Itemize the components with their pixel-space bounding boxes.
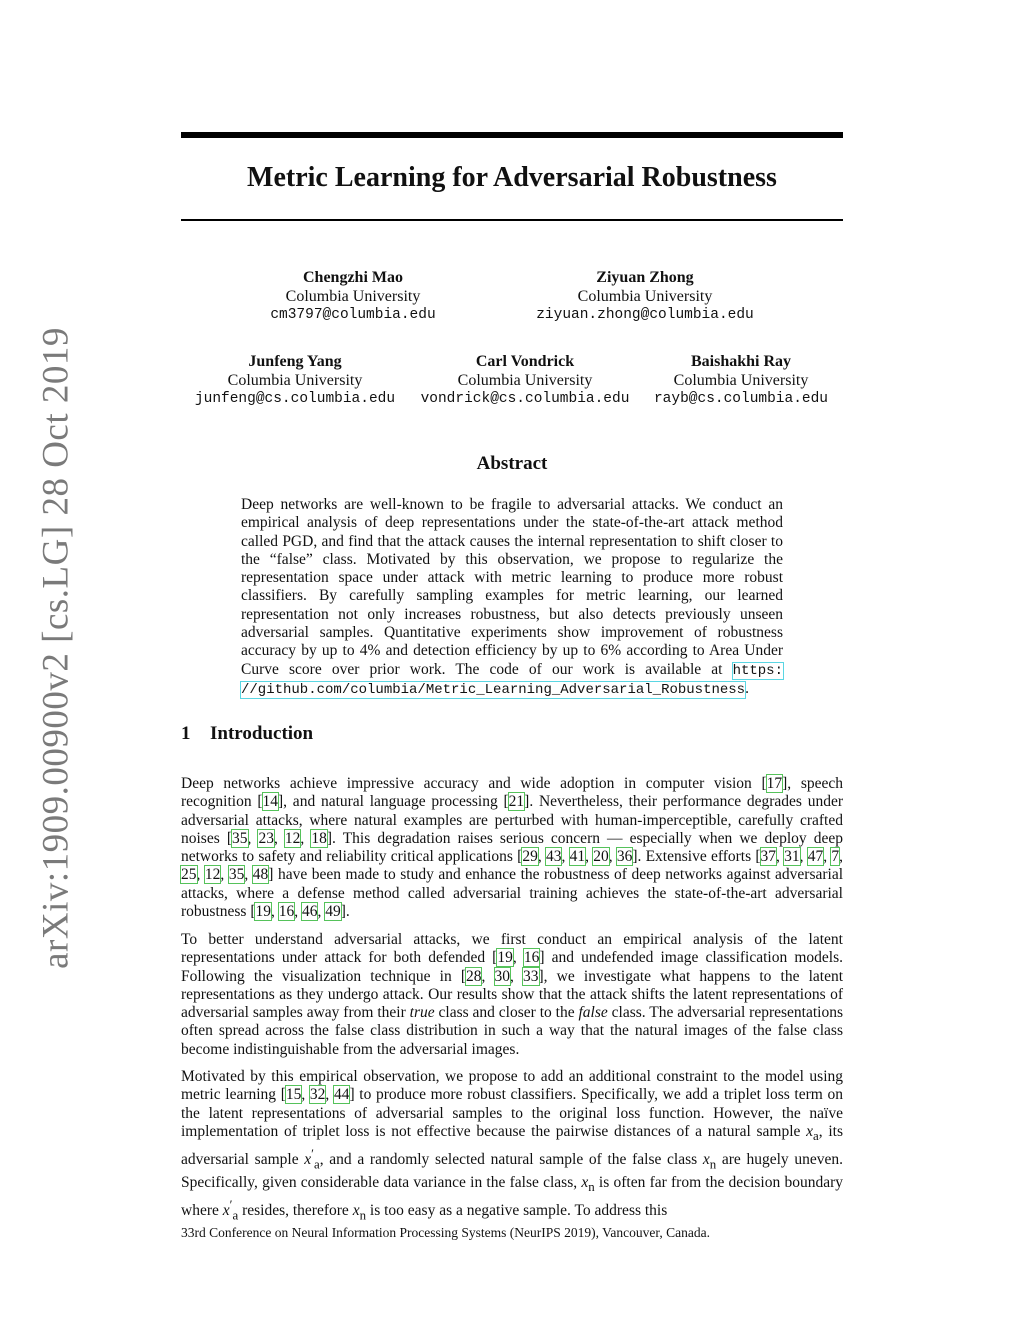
author-email[interactable]: junfeng@cs.columbia.edu — [194, 391, 396, 407]
author-affiliation: Columbia University — [227, 372, 363, 389]
citation-link[interactable]: 15 — [285, 1086, 302, 1104]
citation-link[interactable]: 41 — [569, 848, 586, 866]
author-email[interactable]: cm3797@columbia.edu — [270, 307, 436, 323]
citation-link[interactable]: 43 — [545, 848, 562, 866]
citation-link[interactable]: 31 — [784, 848, 800, 866]
author-name: Chengzhi Mao — [303, 269, 403, 286]
abstract-text: Deep networks are well-known to be fragile to adversarial attacks. We conduct an empirical analysis of deep representations under the state-of-the-art attack method called PGD, and find that the attack causes the internal representation to shift closer to the “false” class. Motivated by this observation, we propose to regularize the representation space under attack with metric learning to produce more robust classifiers. By carefully sampling examples for metric learning, our learned representation not only increases robustness, but also detects previously unseen adversarial samples. Quantitative experiments show improvement of robustness accuracy by up to 4% and detection efficiency by up to 6% according to Area Under Curve score over prior work. The code of our work is available at https: //github.com/columbia/Metric_Learning_Adversarial_Robustness. — [241, 496, 783, 698]
author-affiliation: Columbia University — [285, 288, 421, 305]
citation-link[interactable]: 44 — [333, 1086, 350, 1104]
intro-paragraph-3: Motivated by this empirical observation, we propose to add an additional constraint to the model using metric learning [15, 32, 44] to produce more robust classifiers. Specifically, we add a triplet loss term on the latent representations of adversarial samples to the original loss function. However, the naïve implementation of triplet loss is not effective because the pairwise distances of a natural sample $x_a$, its adversarial sample $x'_a$, and a randomly selected natural sample of the false class $x_n$ are hugely uneven. Specifically, given considerable data variance in the false class, $x_n$ is often far from the decision boundary where $x'_a$ resides, therefore $x_n$ is too easy as a negative sample. To address this — [181, 1068, 844, 1223]
citation-link[interactable]: 7 — [831, 848, 840, 866]
intro-paragraph-1: Deep networks achieve impressive accuracy and wide adoption in computer vision [17], speech recognition [14], and natural language processing [21]. Nevertheless, their performance degrades under adversarial attacks, where natural examples are perturbed with human-imperceptible, carefully crafted noises [35, 23, 12, 18]. This degradation raises serious concern — especially when we deploy deep networks to safety and reliability critical applications [29, 43, 41, 20, 36]. Extensive efforts [37, 31, 47, 7, 25, 12, 35, 48] have been made to study and enhance the robustness of deep networks against adversarial attacks, where a defense method called adversarial training achieves the state-of-the-art adversarial robustness [19, 16, 46, 49]. — [181, 775, 844, 921]
citation-link[interactable]: 47 — [807, 848, 824, 866]
author-block — [165, 352, 425, 409]
citation-link[interactable]: 21 — [508, 793, 525, 811]
citation-link[interactable]: 48 — [252, 866, 269, 884]
author-affiliation: Columbia University — [577, 288, 713, 305]
author-block — [611, 352, 871, 409]
citation-link[interactable]: 19 — [255, 903, 271, 921]
citation-link[interactable]: 19 — [497, 949, 513, 967]
paper-title: Metric Learning for Adversarial Robustness — [247, 162, 777, 193]
author-name: Junfeng Yang — [248, 353, 342, 370]
abstract-heading: Abstract — [476, 453, 548, 474]
citation-link[interactable]: 32 — [309, 1086, 326, 1104]
citation-link[interactable]: 37 — [760, 848, 777, 866]
author-block — [515, 268, 775, 325]
author-email[interactable]: rayb@cs.columbia.edu — [653, 391, 829, 407]
citation-link[interactable]: 16 — [278, 903, 295, 921]
citation-link[interactable]: 23 — [258, 829, 274, 847]
author-affiliation: Columbia University — [457, 372, 593, 389]
citation-link[interactable]: 20 — [593, 848, 609, 866]
author-affiliation: Columbia University — [673, 372, 809, 389]
title-top-rule — [181, 132, 843, 138]
arxiv-identifier: arXiv:1909.00900v2 [cs.LG] 28 Oct 2019 — [35, 327, 77, 969]
citation-link[interactable]: 29 — [522, 848, 538, 866]
citation-link[interactable]: 14 — [262, 793, 279, 811]
section-heading-introduction: 1 Introduction — [181, 723, 314, 744]
citation-link[interactable]: 35 — [232, 829, 248, 847]
author-name: Baishakhi Ray — [690, 353, 792, 370]
citation-link[interactable]: 30 — [494, 967, 510, 985]
citation-link[interactable]: 12 — [284, 829, 301, 847]
author-block — [223, 268, 483, 325]
citation-link[interactable]: 12 — [204, 866, 221, 884]
citation-link[interactable]: 35 — [228, 866, 245, 884]
citation-link[interactable]: 25 — [181, 866, 197, 884]
citation-link[interactable]: 18 — [311, 829, 327, 847]
intro-paragraph-2: To better understand adversarial attacks, we first conduct an empirical analysis of the latent representations under attack for both defended [19, 16] and undefended image classification models. Following the visualization technique in [28, 30, 33], we investigate what happens to the latent representations as they undergo attack. Our results show that the attack shifts the latent representations of adversarial samples away from their true class and closer to the false class. The adversarial representations often spread across the false class distribution in such a way that the natural images of the false class become indistinguishable from the adversarial images. — [181, 931, 844, 1058]
author-email[interactable]: ziyuan.zhong@columbia.edu — [536, 307, 754, 323]
citation-link[interactable]: 16 — [523, 949, 540, 967]
author-email[interactable]: vondrick@cs.columbia.edu — [420, 391, 630, 407]
citation-link[interactable]: 49 — [325, 903, 341, 921]
citation-link[interactable]: 46 — [301, 903, 318, 921]
citation-link[interactable]: 36 — [616, 848, 633, 866]
author-name: Ziyuan Zhong — [596, 269, 694, 286]
conference-footnote: 33rd Conference on Neural Information Processing Systems (NeurIPS 2019), Vancouver, Canada. — [181, 1225, 710, 1240]
citation-link[interactable]: 33 — [523, 967, 539, 985]
code-url-link[interactable]: https: //github.com/columbia/Metric_Learning_Adversarial_Robustness — [241, 662, 783, 698]
title-bottom-rule — [181, 219, 843, 221]
citation-link[interactable]: 17 — [766, 775, 783, 792]
author-name: Carl Vondrick — [475, 353, 575, 370]
citation-link[interactable]: 28 — [465, 967, 482, 985]
